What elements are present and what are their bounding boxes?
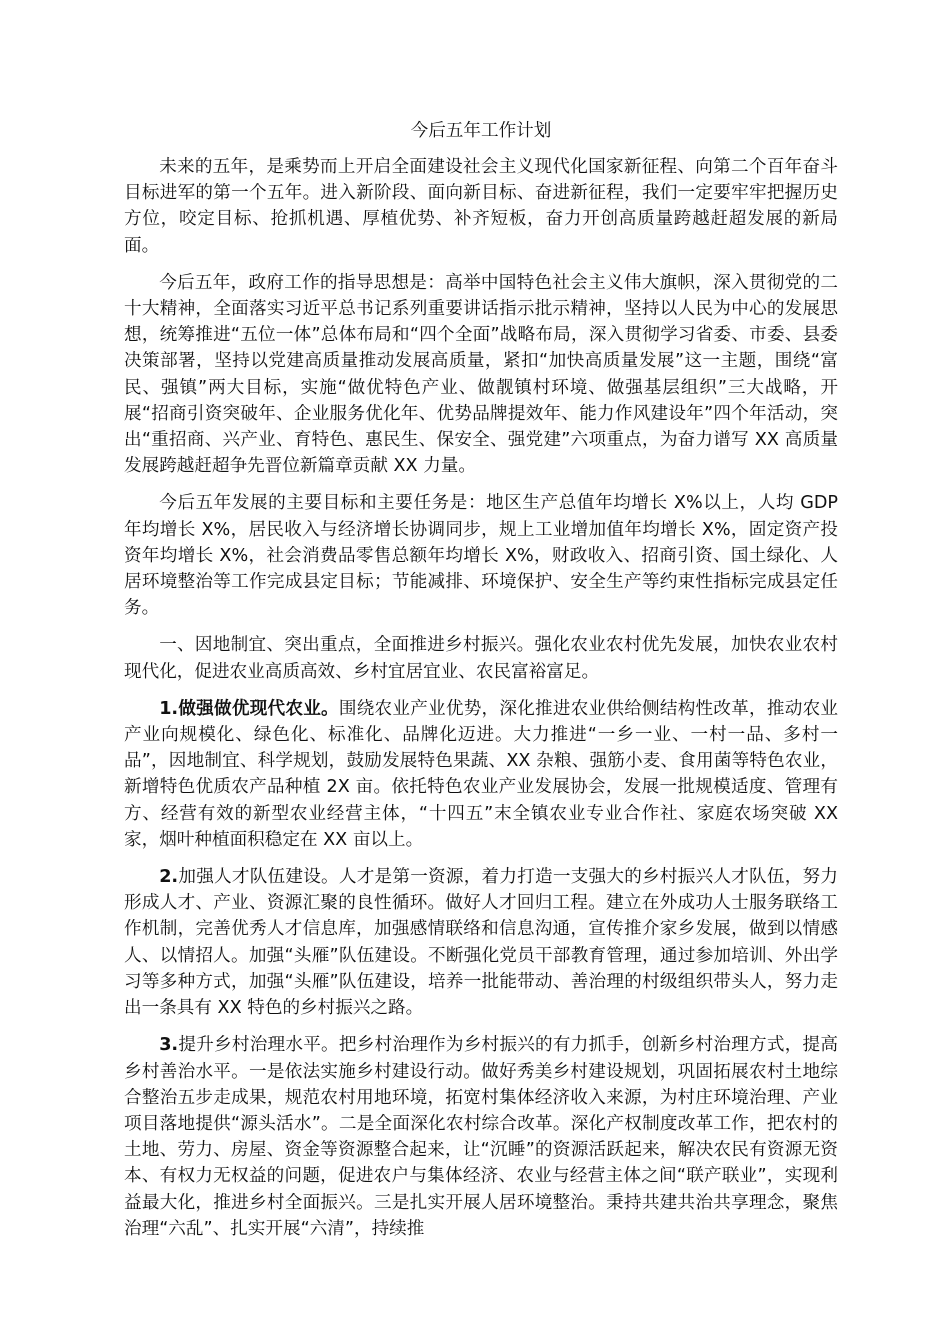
item-3-body: 提升乡村治理水平。把乡村治理作为乡村振兴的有力抓手，创新乡村治理方式，提高乡村善治水平。一是依法实施乡村建设行动。做好秀美乡村建设规划，巩固拓展农村土地综合整治五步走成果，规范农村用地环境，拓宽村集体经济收入来源，为村庄环境治理、产业项目落地提供“源头活水”。二是全面深化农村综合改革。深化产权制度改革工作，把农村的土地、劳力、房屋、资金等资源整合起来，让“沉睡”的资源活跃起来，解决农民有资源无资本、有权力无权益的问题，促进农户与集体经济、农业与经营主体之间“联产联业”，实现利益最大化，推进乡村全面振兴。三是扎实开展人居环境整治。秉持共建共治共享理念，聚焦治理“六乱”、扎实开展“六清”，持续推 — [124, 1035, 838, 1239]
document-title: 今后五年工作计划 — [410, 121, 552, 141]
paragraph-item-2 — [124, 864, 838, 1021]
paragraph-section-one: 一、因地制宜、突出重点，全面推进乡村振兴。强化农业农村优先发展，加快农业农村现代化，促进农业高质高效、乡村宜居宜业、农民富裕富足。 — [124, 635, 838, 682]
document-page — [124, 118, 838, 1253]
item-3-number: 3. — [159, 1035, 179, 1056]
paragraph-main-goals: 今后五年发展的主要目标和主要任务是：地区生产总值年均增长 X%以上，人均 GDP 年均增长 X%，居民收入与经济增长协调同步，规上工业增加值年均增长 X%，固定资产投资年均增长 X%，社会消费品零售总额年均增长 X%，财政收入、招商引资、国土绿化、人居环境整治等工作完成县定目标；节能减排、环境保护、安全生产等约束性指标完成县定任务。 — [124, 493, 838, 619]
paragraph-guiding-thought: 今后五年，政府工作的指导思想是：高举中国特色社会主义伟大旗帜，深入贯彻党的二十大精神，全面落实习近平总书记系列重要讲话指示批示精神，坚持以人民为中心的发展思想，统筹推进“五位一体”总体布局和“四个全面”战略布局，深入贯彻学习省委、市委、县委决策部署，坚持以党建高质量推动发展高质量，紧扣“加快高质量发展”这一主题，围绕“富民、强镇”两大目标，实施“做优特色产业、做靓镇村环境、做强基层组织”三大战略，开展“招商引资突破年、企业服务优化年、优势品牌提效年、能力作风建设年”四个年活动，突出“重招商、兴产业、育特色、惠民生、保安全、强党建”六项重点，为奋力谱写 XX 高质量发展跨越赶超争先晋位新篇章贡献 XX 力量。 — [124, 272, 838, 477]
item-1-heading: 1.做强做优现代农业。 — [159, 698, 339, 719]
item-2-body: 加强人才队伍建设。人才是第一资源，着力打造一支强大的乡村振兴人才队伍，努力形成人才、产业、资源汇聚的良性循环。做好人才回归工程。建立在外成功人士服务联络工作机制，完善优秀人才信息库，加强感情联络和信息沟通，宣传推介家乡发展，做到以情感人、以情招人。加强“头雁”队伍建设。不断强化党员干部教育管理，通过参加培训、外出学习等多种方式，加强“头雁”队伍建设，培养一批能带动、善治理的村级组织带头人，努力走出一条具有 XX 特色的乡村振兴之路。 — [124, 867, 838, 1019]
paragraph-item-3 — [124, 1032, 838, 1242]
paragraph-intro: 未来的五年，是乘势而上开启全面建设社会主义现代化国家新征程、向第二个百年奋斗目标进军的第一个五年。进入新阶段、面向新目标、奋进新征程，我们一定要牢牢把握历史方位，咬定目标、抢抓机遇、厚植优势、补齐短板，奋力开创高质量跨越赶超发展的新局面。 — [124, 157, 838, 256]
paragraph-item-1 — [124, 696, 838, 853]
item-2-number: 2. — [159, 867, 179, 888]
item-1-body: 围绕农业产业优势，深化推进农业供给侧结构性改革，推动农业产业向规模化、绿色化、标准化、品牌化迈进。大力推进“一乡一业、一村一品、多村一品”，因地制宜、科学规划，鼓励发展特色果蔬、XX 杂粮、强筋小麦、食用菌等特色农业，新增特色优质农产品种植 2X 亩。依托特色农业产业发展协会，发展一批规模适度、管理有方、经营有效的新型农业经营主体，“十四五”末全镇农业专业合作社、家庭农场突破 XX 家，烟叶种植面积稳定在 XX 亩以上。 — [124, 698, 838, 850]
